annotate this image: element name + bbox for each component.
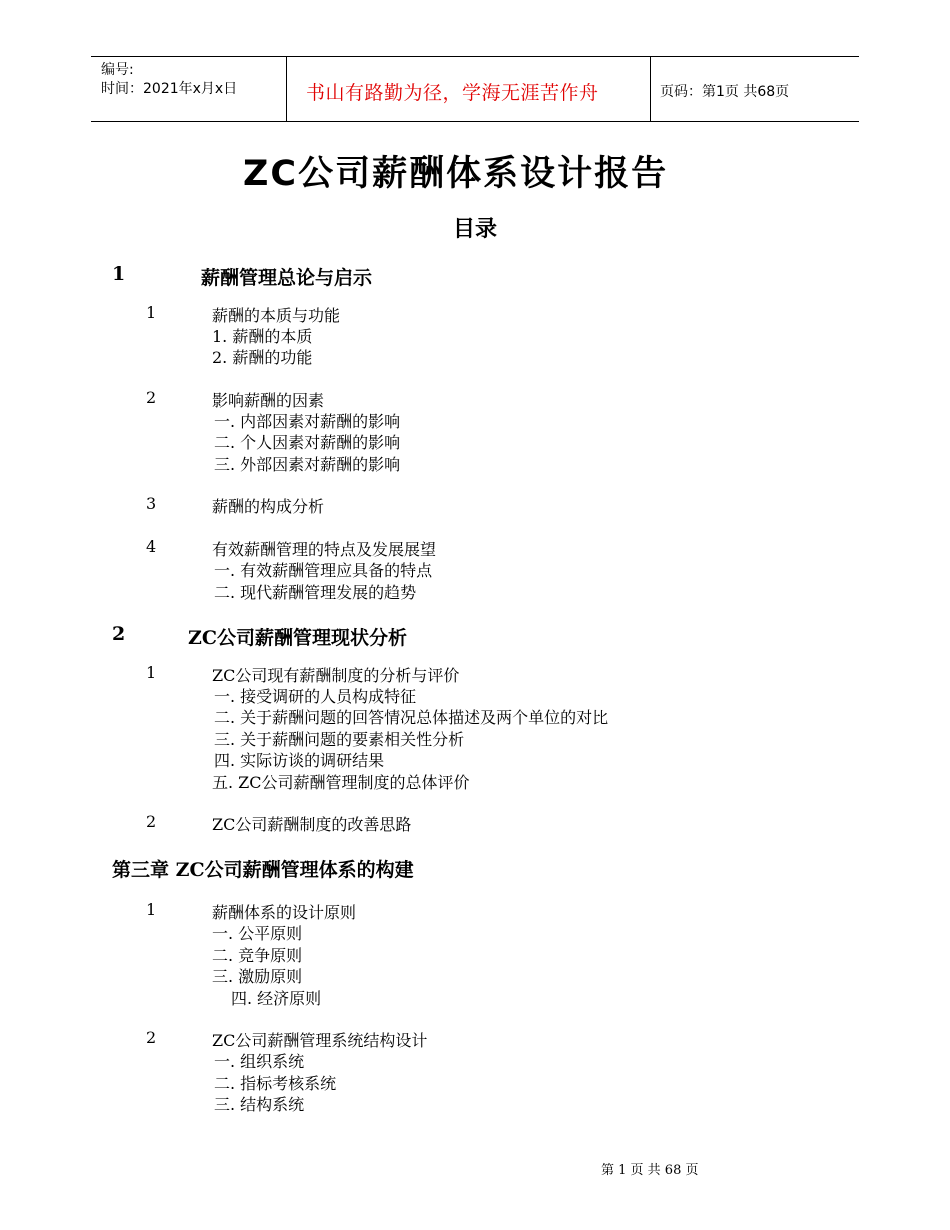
- toc-item: 四. 实际访谈的调研结果: [214, 751, 385, 770]
- header-divider: [286, 56, 287, 121]
- page-footer: 第 1 页 共 68 页: [601, 1163, 699, 1178]
- toc-item: 一. 有效薪酬管理应具备的特点: [214, 561, 433, 580]
- toc-item: 三. 激励原则: [212, 967, 303, 986]
- toc-item: 1. 薪酬的本质: [212, 327, 313, 346]
- toc-item: 一. 接受调研的人员构成特征: [214, 687, 417, 706]
- section-title: ZC公司现有薪酬制度的分析与评价: [212, 666, 460, 685]
- header-divider: [650, 56, 651, 121]
- toc-item: 一. 公平原则: [212, 924, 303, 943]
- chapter-title: 薪酬管理总论与启示: [201, 267, 373, 289]
- toc-item: 二. 关于薪酬问题的回答情况总体描述及两个单位的对比: [214, 708, 609, 727]
- section-title: 有效薪酬管理的特点及发展展望: [212, 540, 437, 559]
- serial-label: 编号:: [101, 62, 134, 78]
- toc-item: 五. ZC公司薪酬管理制度的总体评价: [212, 773, 470, 792]
- section-title: 薪酬的本质与功能: [212, 306, 341, 325]
- toc-item: 三. 外部因素对薪酬的影响: [214, 455, 401, 474]
- toc-item: 二. 竞争原则: [212, 946, 303, 965]
- toc-item: 二. 指标考核系统: [214, 1074, 337, 1093]
- section-title: 薪酬体系的设计原则: [212, 903, 357, 922]
- chapter-number: 1: [112, 263, 126, 285]
- toc-item: 2. 薪酬的功能: [212, 348, 313, 367]
- toc-item: 一. 组织系统: [214, 1052, 305, 1071]
- section-number: 4: [146, 537, 157, 556]
- chapter-title: 第三章 ZC公司薪酬管理体系的构建: [112, 859, 414, 881]
- section-title: 薪酬的构成分析: [212, 497, 325, 516]
- toc-item: 二. 现代薪酬管理发展的趋势: [214, 583, 417, 602]
- chapter-number: 2: [112, 623, 126, 645]
- header-top-border: [91, 56, 859, 57]
- motto: 书山有路勤为径，学海无涯苦作舟: [306, 82, 599, 104]
- section-number: 2: [146, 388, 157, 407]
- section-title: ZC公司薪酬制度的改善思路: [212, 815, 412, 834]
- time-label: 时间：2021年x月x日: [101, 81, 238, 97]
- toc-item: 三. 结构系统: [214, 1095, 305, 1114]
- toc-item: 二. 个人因素对薪酬的影响: [214, 433, 401, 452]
- section-number: 1: [146, 900, 157, 919]
- section-number: 1: [146, 663, 157, 682]
- toc-item: 一. 内部因素对薪酬的影响: [214, 412, 401, 431]
- section-title: ZC公司薪酬管理系统结构设计: [212, 1031, 428, 1050]
- header-bottom-border: [91, 121, 859, 122]
- section-number: 3: [146, 494, 157, 513]
- toc-item: 三. 关于薪酬问题的要素相关性分析: [214, 730, 465, 749]
- toc-item: 四. 经济原则: [231, 989, 322, 1008]
- section-number: 2: [146, 1028, 157, 1047]
- page-info: 页码：第1页 共68页: [660, 84, 790, 100]
- toc-title: 目录: [453, 217, 498, 242]
- section-number: 2: [146, 812, 157, 831]
- chapter-title: ZC公司薪酬管理现状分析: [188, 627, 407, 649]
- section-number: 1: [146, 303, 157, 322]
- section-title: 影响薪酬的因素: [212, 391, 325, 410]
- document-title: ZC公司薪酬体系设计报告: [243, 154, 669, 194]
